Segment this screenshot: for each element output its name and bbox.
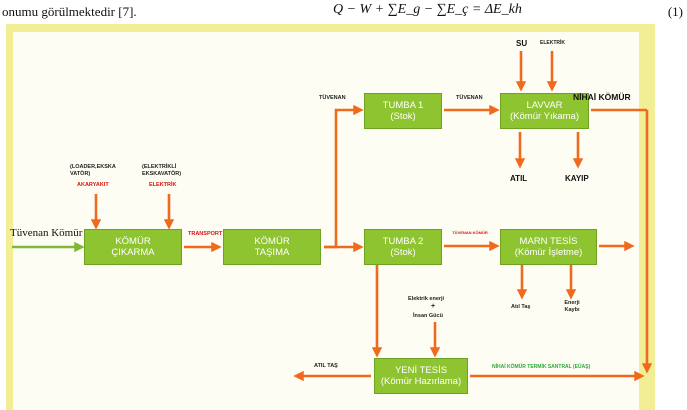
header-text: onumu görülmektedir [7]. [2,4,137,19]
equation: Q − W + ∑E_g − ∑E_ç = ΔE_kh [333,2,522,17]
box-komur-tasima-line2: TAŞIMA [254,247,290,258]
box-komur-cikarma-line1: KÖMÜR [115,236,151,247]
label-elektrik-red: ELEKTRİK [149,182,177,188]
box-lavvar-line2: (Kömür Yıkama) [510,111,579,122]
flow-arrows [6,24,655,410]
arrow-to-tumba1 [324,110,360,247]
box-komur-tasima [223,229,321,265]
label-tuvenan-2: TÜVENAN [456,95,483,101]
label-nihai-komur: NİHAİ KÖMÜR [573,92,631,102]
label-su: SU [516,39,528,48]
box-yeni-line2: (Kömür Hazırlama) [380,376,462,387]
diagram-panel [6,24,655,410]
label-atil-tas-left: ATIL TAŞ [314,363,338,369]
box-marn-line2: (Kömür İşletme) [514,247,583,258]
header-line [0,2,687,22]
label-transport: TRANSPORT [188,231,223,237]
label-atil: ATIL [510,174,528,183]
label-tuvenan-komur: Tüvenan Kömür [10,227,83,239]
label-akaryakit: AKARYAKIT [77,182,109,188]
label-plus: + [431,303,436,310]
box-tumba2-line1: TUMBA 2 [382,236,424,247]
label-elektrik-top: ELEKTRİK [540,40,565,46]
label-tuvenan-1: TÜVENAN [319,95,346,101]
label-elektrikli: (ELEKTRİKLİ EKSKAVATÖR) [142,164,182,177]
label-enerji-kaybi: Enerji Kaybı [564,300,580,313]
label-elektrik-enerji: Elektrik enerji [408,296,445,302]
label-atil-tas: Atıl Taş [511,304,531,310]
box-lavvar-line1: LAVVAR [526,100,563,111]
box-komur-cikarma-line2: ÇIKARMA [111,247,155,258]
box-tumba2-line2: (Stok) [390,247,416,258]
equation-number: (1) [667,4,683,19]
box-tumba1-line1: TUMBA 1 [382,100,424,111]
box-tumba1-line2: (Stok) [390,111,416,122]
box-marn-line1: MARN TESİS [519,236,578,247]
box-yeni-tesis [374,358,468,394]
box-komur-cikarma [84,229,182,265]
box-yeni-line1: YENİ TESİS [394,365,448,376]
box-tumba1 [364,93,442,129]
label-nihai-termik: NİHAİ KÖMÜR TERMİK SANTRAL (EÜAŞ) [492,364,591,370]
label-loader: (LOADER,EKSKA VATÖR) [70,164,116,177]
box-marn [500,229,597,265]
label-tuvenan-komur-red: TÜVENAN KÖMÜR [452,230,488,235]
label-insan-gucu: İnsan Gücü [413,313,443,319]
label-kayip: KAYIP [565,174,589,183]
box-komur-tasima-line1: KÖMÜR [254,236,290,247]
box-tumba2 [364,229,442,265]
